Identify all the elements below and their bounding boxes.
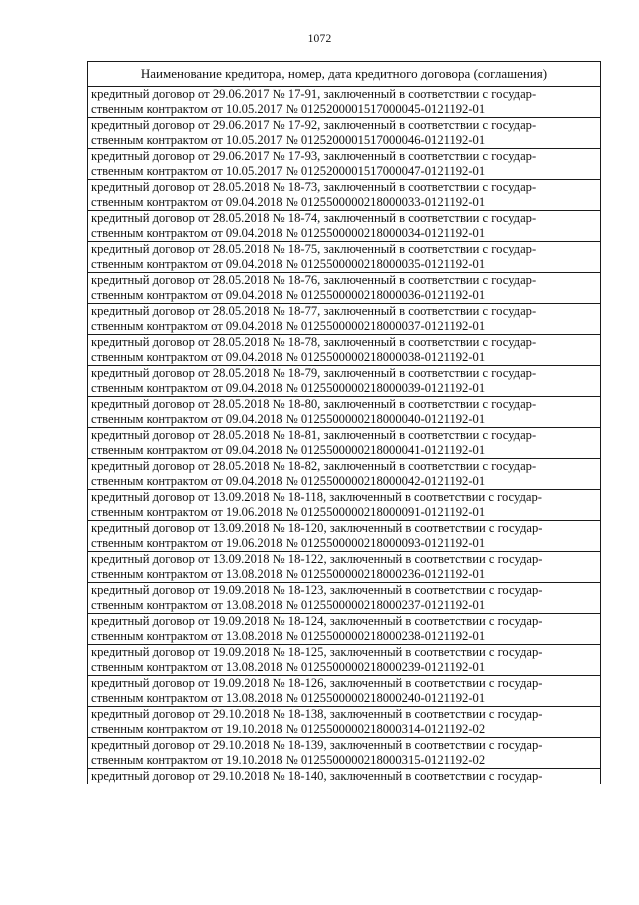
table-row [88,583,601,614]
table-body [88,87,601,785]
table-row [88,428,601,459]
cell-text-line: кредитный договор от 13.09.2018 № 18-120, заключенный в соответствии с государ- [91,521,543,535]
table-cell [88,118,601,149]
cell-text-line: кредитный договор от 13.09.2018 № 18-122, заключенный в соответствии с государ- [91,552,543,566]
cell-text-line: кредитный договор от 28.05.2018 № 18-80, заключенный в соответствии с государ- [91,397,537,411]
cell-text-line: кредитный договор от 29.06.2017 № 17-93, заключенный в соответствии с государ- [91,149,537,163]
table-cell [88,459,601,490]
cell-text-line: кредитный договор от 19.09.2018 № 18-126, заключенный в соответствии с государ- [91,676,543,690]
cell-text-line: ственным контрактом от 09.04.2018 № 0125500000218000034-0121192-01 [91,226,486,240]
cell-text-line: ственным контрактом от 13.08.2018 № 0125500000218000240-0121192-01 [91,691,486,705]
cell-text-line: кредитный договор от 19.09.2018 № 18-123, заключенный в соответствии с государ- [91,583,543,597]
cell-text-line: ственным контрактом от 09.04.2018 № 0125500000218000039-0121192-01 [91,381,486,395]
table-row [88,707,601,738]
table-cell [88,521,601,552]
cell-text-line: ственным контрактом от 09.04.2018 № 0125500000218000038-0121192-01 [91,350,486,364]
table-row [88,459,601,490]
cell-text-line: кредитный договор от 28.05.2018 № 18-75, заключенный в соответствии с государ- [91,242,537,256]
cell-text-line: ственным контрактом от 10.05.2017 № 0125200001517000045-0121192-01 [91,102,486,116]
cell-text-line: ственным контрактом от 09.04.2018 № 0125500000218000036-0121192-01 [91,288,486,302]
cell-text-line: ственным контрактом от 19.10.2018 № 0125500000218000315-0121192-02 [91,753,486,767]
cell-text-line: кредитный договор от 28.05.2018 № 18-81, заключенный в соответствии с государ- [91,428,537,442]
table-row [88,490,601,521]
cell-text-line: ственным контрактом от 13.08.2018 № 0125500000218000237-0121192-01 [91,598,486,612]
table-cell [88,87,601,118]
cell-text-line: ственным контрактом от 19.06.2018 № 0125500000218000093-0121192-01 [91,536,486,550]
cell-text-line: кредитный договор от 29.10.2018 № 18-139, заключенный в соответствии с государ- [91,738,543,752]
table-cell [88,304,601,335]
table-row [88,397,601,428]
table-row [88,211,601,242]
table-cell [88,583,601,614]
cell-text-line: ственным контрактом от 13.08.2018 № 0125500000218000236-0121192-01 [91,567,486,581]
table-row [88,676,601,707]
cell-text-line: ственным контрактом от 09.04.2018 № 0125500000218000042-0121192-01 [91,474,486,488]
table-cell [88,738,601,769]
table-cell [88,614,601,645]
table-row [88,645,601,676]
table-cell [88,645,601,676]
cell-text-line: ственным контрактом от 19.10.2018 № 0125500000218000314-0121192-02 [91,722,486,736]
cell-text-line: ственным контрактом от 09.04.2018 № 0125500000218000033-0121192-01 [91,195,486,209]
table-row [88,552,601,583]
table-row [88,180,601,211]
table-cell [88,707,601,738]
cell-text-line: ственным контрактом от 19.06.2018 № 0125500000218000091-0121192-01 [91,505,486,519]
cell-text-line: ственным контрактом от 09.04.2018 № 0125500000218000035-0121192-01 [91,257,486,271]
table-row [88,242,601,273]
table-row [88,149,601,180]
table-row [88,521,601,552]
table-row [88,335,601,366]
cell-text-line: кредитный договор от 19.09.2018 № 18-124, заключенный в соответствии с государ- [91,614,543,628]
cell-text-line: ственным контрактом от 09.04.2018 № 0125500000218000041-0121192-01 [91,443,486,457]
cell-text-line: кредитный договор от 28.05.2018 № 18-79, заключенный в соответствии с государ- [91,366,537,380]
table-cell [88,428,601,459]
cell-text-line: кредитный договор от 29.10.2018 № 18-138, заключенный в соответствии с государ- [91,707,543,721]
table-cell [88,273,601,304]
cell-text-line: кредитный договор от 28.05.2018 № 18-73, заключенный в соответствии с государ- [91,180,537,194]
cell-text-line: ственным контрактом от 13.08.2018 № 0125500000218000239-0121192-01 [91,660,486,674]
cell-text-line: ственным контрактом от 13.08.2018 № 0125500000218000238-0121192-01 [91,629,486,643]
table-row [88,366,601,397]
table-cell [88,211,601,242]
cell-text-line: кредитный договор от 28.05.2018 № 18-77, заключенный в соответствии с государ- [91,304,537,318]
cell-text-line: кредитный договор от 29.06.2017 № 17-92, заключенный в соответствии с государ- [91,118,537,132]
table-row-partial [88,769,601,785]
table-row [88,273,601,304]
cell-text-line: кредитный договор от 29.06.2017 № 17-91, заключенный в соответствии с государ- [91,87,537,101]
table-row [88,614,601,645]
table-header-row [88,62,601,87]
table-cell [88,180,601,211]
cell-text-line: кредитный договор от 13.09.2018 № 18-118, заключенный в соответствии с государ- [91,490,542,504]
cell-text-line: кредитный договор от 28.05.2018 № 18-78, заключенный в соответствии с государ- [91,335,537,349]
table-cell [88,397,601,428]
table-cell [88,490,601,521]
cell-text-line: ственным контрактом от 09.04.2018 № 0125500000218000040-0121192-01 [91,412,486,426]
creditor-table [87,61,601,784]
cell-text-line: кредитный договор от 19.09.2018 № 18-125, заключенный в соответствии с государ- [91,645,543,659]
cell-text-line: кредитный договор от 29.10.2018 № 18-140, заключенный в соответствии с государ- [91,769,543,783]
table-cell [88,242,601,273]
table-row [88,738,601,769]
table-cell [88,769,601,785]
table-cell [88,149,601,180]
cell-text-line: кредитный договор от 28.05.2018 № 18-76, заключенный в соответствии с государ- [91,273,537,287]
cell-text-line: кредитный договор от 28.05.2018 № 18-74, заключенный в соответствии с государ- [91,211,537,225]
cell-text-line: ственным контрактом от 10.05.2017 № 0125200001517000046-0121192-01 [91,133,486,147]
table-row [88,304,601,335]
table-row [88,118,601,149]
table-row [88,87,601,118]
cell-text-line: ственным контрактом от 10.05.2017 № 0125200001517000047-0121192-01 [91,164,486,178]
table-header-cell: Наименование кредитора, номер, дата кредитного договора (соглашения) [88,62,601,87]
cell-text-line: кредитный договор от 28.05.2018 № 18-82, заключенный в соответствии с государ- [91,459,537,473]
cell-text-line: ственным контрактом от 09.04.2018 № 0125500000218000037-0121192-01 [91,319,486,333]
table-cell [88,676,601,707]
table-cell [88,366,601,397]
page-number: 1072 [307,33,332,45]
table-cell [88,335,601,366]
table-cell [88,552,601,583]
